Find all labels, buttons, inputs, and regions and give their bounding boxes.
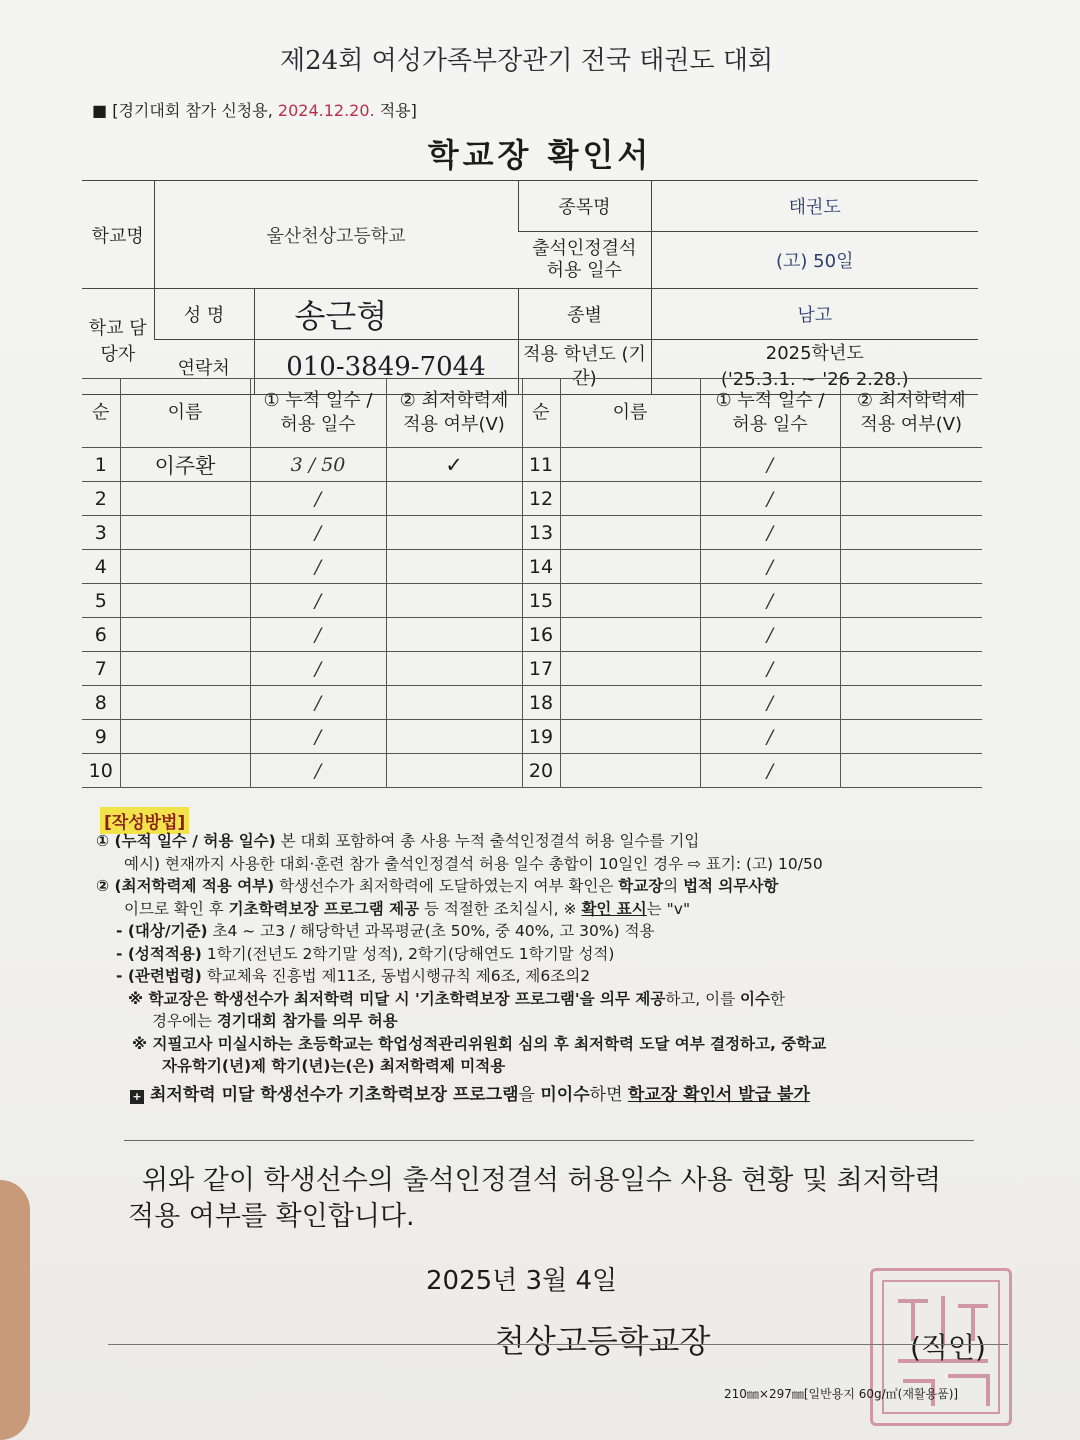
row-check-right [840,754,982,788]
method-l8-c: 하고, 이를 [665,989,740,1008]
method-l8-e: 한 [769,989,785,1008]
category-label: 종별 [518,289,651,340]
form-note [92,98,417,121]
row-no-left: 6 [82,618,120,652]
method-l4-d: 확인 표시 [581,899,647,918]
row-days-left: 3 / 50 [250,448,386,482]
header-min-line1: ② 최저학력제 [399,390,509,411]
method-l9-b: 경기대회 참가를 의무 허용 [216,1012,398,1030]
row-name-left: 이주환 [120,448,250,482]
warn-f: 학교장 확인서 발급 불가 [627,1084,810,1105]
header-min [386,379,522,448]
row-check-right [840,652,982,686]
row-name-left [120,550,250,584]
table-row [82,754,982,788]
phone-value: 010-3849-7044 [254,340,518,395]
row-name-right [560,652,700,686]
row-check-right [840,482,982,516]
header-days [250,379,386,448]
method-line-4 [96,898,826,921]
row-check-left [386,550,522,584]
method-l3-mid2: 의 [663,877,684,895]
header-name: 이름 [120,379,250,448]
method-title: [작성방법] [100,807,189,834]
row-days-left: / [250,550,386,584]
method-line-1 [96,830,826,853]
row-name-right [560,720,700,754]
method-l3-b3: 법적 의무사항 [683,877,779,895]
method-l5-rest: 초4 ~ 고3 / 해당학년 과목평균(초 50%, 중 40%, 고 30%) 적용 [207,922,655,940]
row-name-right [560,584,700,618]
row-days-left: / [250,618,386,652]
row-days-right: / [700,652,840,686]
principal-title: 천상고등학교장 [494,1322,711,1360]
declaration-line-2: 적용 여부를 확인합니다. [128,1201,415,1232]
row-no-right: 20 [522,754,560,788]
method-l8-b: 학생선수가 최저학력 미달 시 '기초학력보장 프로그램'을 의무 제공 [213,989,666,1008]
header-days-line1-right: ① 누적 일수 / [715,390,825,411]
header-no: 순 [82,379,120,448]
method-l4-a: 이므로 확인 후 [124,899,229,918]
row-check-left [386,754,522,788]
year-period: ('25.3.1. ~ '26 2.28.) [720,369,909,390]
header-min-line2: 적용 여부(V) [403,414,505,435]
row-name-right [560,550,700,584]
phone-label: 연락처 [154,340,254,395]
declaration-line-1: 위와 같이 학생선수의 출석인정결석 허용일수 사용 현황 및 최저학력 [142,1165,941,1196]
row-days-right: / [700,584,840,618]
row-no-right: 12 [522,482,560,516]
row-no-left: 4 [82,550,120,584]
row-name-right [560,754,700,788]
method-l8-a: ※ 학교장은 [128,989,214,1008]
header-name-right: 이름 [560,379,700,448]
method-line-5 [96,920,826,943]
year-label: 적용 학년도 (기간) [518,340,651,395]
paper-info: 210㎜×297㎜[일반용지 60g/㎡(재활용품)] [724,1387,959,1401]
finger-bottom [0,1180,30,1440]
row-name-left [120,652,250,686]
row-no-left: 9 [82,720,120,754]
warning-icon: + [130,1090,144,1104]
method-l4-e: 는 "v" [646,899,691,918]
row-name-left [120,686,250,720]
warn-e: 하면 [589,1084,628,1105]
table-row [82,482,982,516]
row-name-left [120,584,250,618]
method-line-9 [96,1010,826,1033]
method-l6-rest: 1학기(전년도 2학기말 성적), 2학기(당해연도 1학기말 성적) [201,944,615,963]
row-check-right [840,720,982,754]
info-table [82,180,978,395]
warn-c: 을 [518,1084,541,1105]
table-row [82,686,982,720]
method-l1-rest: 본 대회 포함하여 총 사용 누적 출석인정결석 허용 일수를 기입 [275,832,700,850]
row-check-right [840,686,982,720]
table-row [82,448,982,482]
warn-b: 기초학력보장 프로그램 [348,1084,519,1105]
page-title: 학교장 확인서 [427,136,653,174]
method-line-10: ※ 지필고사 미실시하는 초등학교는 학업성적관리위원회 심의 후 최저학력 도달 여부 결정하고, 중학교 [132,1034,827,1053]
header-no-right: 순 [522,379,560,448]
row-no-right: 14 [522,550,560,584]
header-min-line1-right: ② 최저학력제 [856,390,966,411]
row-check-right [840,516,982,550]
row-name-left [120,618,250,652]
table-row [82,720,982,754]
person-name-label: 성 명 [154,289,254,340]
row-no-left: 1 [82,448,120,482]
method-l6-bold: - (성적적용) [116,944,202,963]
row-no-left: 5 [82,584,120,618]
table-row [82,584,982,618]
header-min-line2-right: 적용 여부(V) [860,414,963,435]
declaration [128,1163,941,1235]
row-name-left [120,754,250,788]
row-no-right: 18 [522,686,560,720]
row-no-right: 16 [522,618,560,652]
header-days-right [700,379,840,448]
issue-date: 2025년 3월 4일 [426,1266,618,1296]
row-name-right [560,686,700,720]
header-days-line2-right: 허용 일수 [732,414,808,435]
row-no-left: 10 [82,754,120,788]
row-days-left: / [250,584,386,618]
form-note-suffix: 적용] [374,101,417,120]
table-row [82,550,982,584]
method-l9-a: 경우에는 [152,1012,217,1030]
row-check-left [386,652,522,686]
row-days-left: / [250,720,386,754]
school-name-value: 울산천상고등학교 [154,181,518,289]
method-line-11: 자유학기(년)제 학기(년)는(은) 최저학력제 미적용 [162,1057,506,1075]
category-value: 남고 [651,289,978,340]
person-name-value: 송근형 [254,289,518,340]
row-days-right: / [700,686,840,720]
sport-label: 종목명 [518,181,651,232]
separator-line [124,1140,974,1141]
row-days-right: / [700,516,840,550]
roster-header-row [82,379,982,448]
row-no-right: 19 [522,720,560,754]
row-check-left [386,686,522,720]
row-days-right: / [700,618,840,652]
warning-line [96,1084,826,1107]
row-check-right [840,584,982,618]
row-no-left: 7 [82,652,120,686]
method-l3-bold: ② (최저학력제 적용 여부) [96,877,275,895]
method-l7-rest: 학교체육 진흥법 제11조, 동법시행규칙 제6조, 제6조의2 [201,967,591,985]
method-l4-b: 기초학력보장 프로그램 제공 [228,899,420,918]
header-days-line1: ① 누적 일수 / [263,390,373,411]
allowed-days-label: 출석인정결석 허용 일수 [518,232,651,289]
row-no-right: 15 [522,584,560,618]
row-name-left [120,482,250,516]
row-name-left [120,720,250,754]
table-row [82,652,982,686]
method-line-7 [96,965,826,988]
header-days-line2: 허용 일수 [280,414,356,435]
school-name-label: 학교명 [82,181,154,289]
row-name-right [560,482,700,516]
method-lines [96,830,826,1106]
row-days-left: / [250,652,386,686]
row-name-right [560,448,700,482]
method-l3-b2: 학교장 [618,877,664,895]
bottom-line [108,1344,1008,1345]
row-check-left [386,618,522,652]
row-check-left [386,584,522,618]
method-line-6 [96,943,826,966]
row-name-left [120,516,250,550]
row-check-left [386,516,522,550]
method-l4-c: 등 적절한 조치실시, ※ [419,899,582,918]
row-no-left: 8 [82,686,120,720]
seal-label: (직인) [910,1331,986,1364]
row-check-right [840,550,982,584]
method-l7-bold: - (관련법령) [116,967,202,985]
method-line-8 [96,988,826,1011]
year-value: 2025학년도 [765,343,864,364]
row-no-right: 13 [522,516,560,550]
row-no-right: 17 [522,652,560,686]
table-row [82,516,982,550]
handwritten-header: 제24회 여성가족부장관기 전국 태권도 대회 [280,46,774,76]
row-days-right: / [700,754,840,788]
row-check-right [840,448,982,482]
row-days-left: / [250,482,386,516]
row-days-left: / [250,686,386,720]
method-line-2: 예시) 현재까지 사용한 대회·훈련 참가 출석인정결석 허용 일수 총합이 10일인 경우 ⇨ 표기: (고) 10/50 [124,854,823,873]
row-no-right: 11 [522,448,560,482]
method-l3-mid: 학생선수가 최저학력에 도달하였는지 여부 확인은 [274,877,619,895]
table-row [82,618,982,652]
row-check-left [386,720,522,754]
contact-label: 학교 담당자 [82,289,154,395]
row-days-right: / [700,720,840,754]
row-days-right: / [700,448,840,482]
row-no-left: 2 [82,482,120,516]
row-name-right [560,618,700,652]
row-days-left: / [250,754,386,788]
sport-value: 태권도 [651,181,978,232]
row-check-right [840,618,982,652]
method-line-3 [96,875,826,898]
method-l8-d: 이수 [740,989,770,1008]
row-days-right: / [700,550,840,584]
header-min-right [840,379,982,448]
form-note-prefix: ■ [경기대회 참가 신청용, [92,101,278,120]
row-name-right [560,516,700,550]
row-check-left: ✓ [386,448,522,482]
roster-table [82,378,982,788]
method-l5-bold: - (대상/기준) [116,922,208,940]
allowed-days-value: (고) 50일 [651,232,978,289]
warn-a: 최저학력 미달 학생선수가 [150,1084,349,1105]
row-days-left: / [250,516,386,550]
warn-d: 미이수 [540,1084,590,1105]
row-days-right: / [700,482,840,516]
form-note-date: 2024.12.20. [277,101,375,120]
row-no-left: 3 [82,516,120,550]
method-l1-bold: ① (누적 일수 / 허용 일수) [96,832,276,850]
row-check-left [386,482,522,516]
